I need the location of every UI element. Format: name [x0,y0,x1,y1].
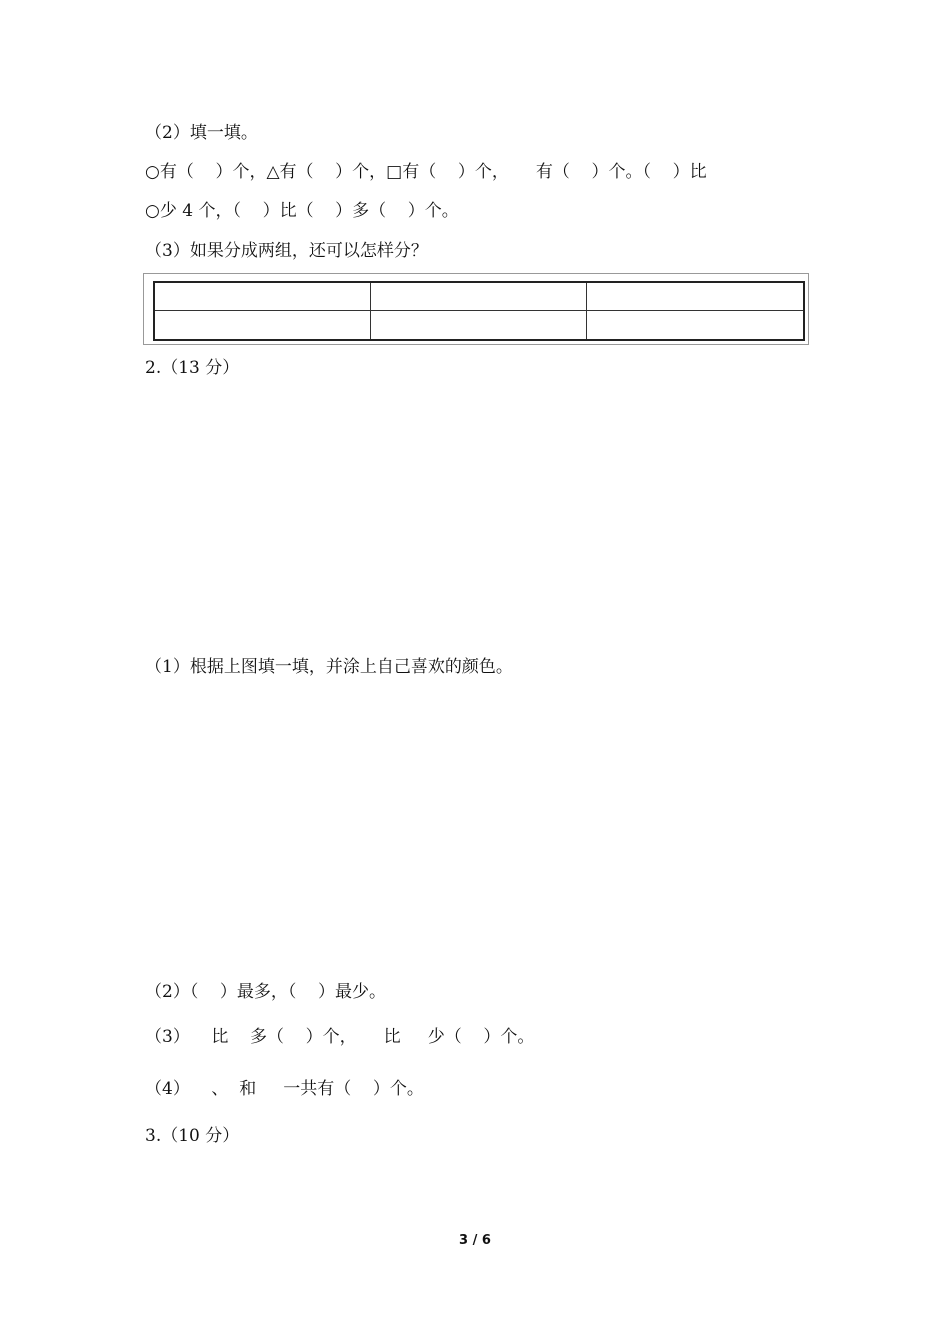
q1-part2-line1: ○有（ ）个，△有（ ）个，□有（ ）个， 有（ ）个。（ ）比 [145,162,707,182]
grouping-cell[interactable] [587,311,803,339]
q2-part2: （2）（ ）最多，（ ）最少。 [145,982,387,1002]
grouping-cell[interactable] [155,283,371,311]
grouping-table [153,281,805,341]
q2-part1: （1）根据上图填一填，并涂上自己喜欢的颜色。 [145,657,513,677]
q1-part2-line2: ○少 4 个，（ ）比（ ）多（ ）个。 [145,201,459,221]
q2-header: 2.（13 分） [145,358,240,378]
grouping-cell[interactable] [371,283,587,311]
page-number: 3 / 6 [459,1233,491,1248]
q1-part2-title: （2）填一填。 [145,123,258,143]
grouping-cell[interactable] [371,311,587,339]
q3-header: 3.（10 分） [145,1126,240,1146]
grouping-cell[interactable] [155,311,371,339]
grouping-cell[interactable] [587,283,803,311]
q2-part3: （3） 比 多（ ）个， 比 少（ ）个。 [145,1027,535,1047]
q2-part4: （4） 、 和 一共有（ ）个。 [145,1079,424,1099]
grouping-table-frame [143,273,809,345]
q1-part3-title: （3）如果分成两组，还可以怎样分？ [145,241,428,261]
